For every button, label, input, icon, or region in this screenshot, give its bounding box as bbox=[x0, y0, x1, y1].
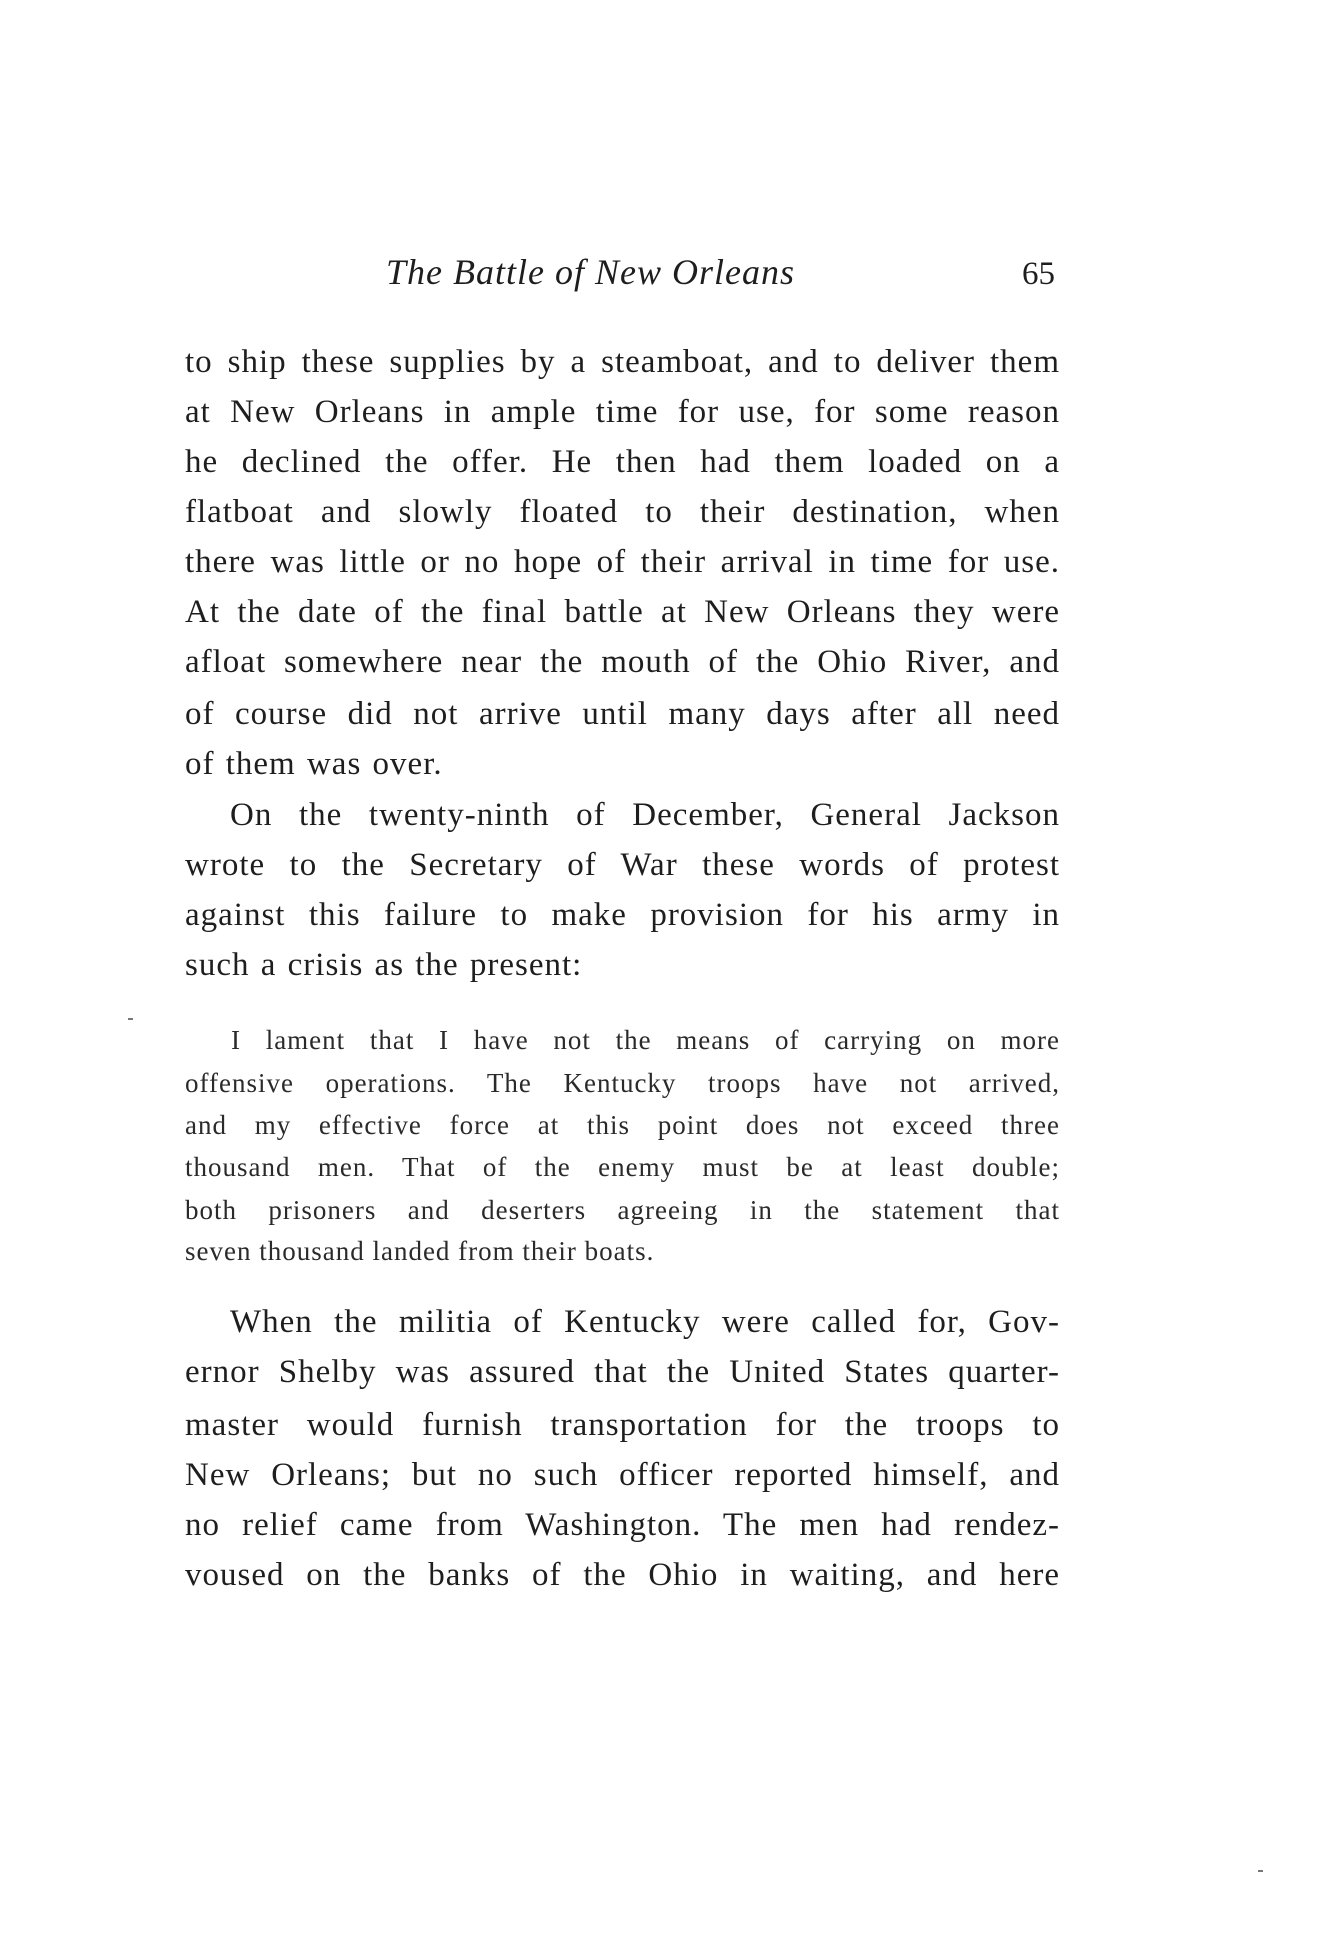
quote-line: I lament that I have not the means of carrying on more bbox=[231, 1025, 1060, 1055]
text-line: no relief came from Washington. The men had rendez- bbox=[185, 1507, 1060, 1543]
quote-line: and my effective force at this point does not exceed three bbox=[185, 1110, 1060, 1140]
page-number: 65 bbox=[1022, 256, 1055, 292]
text-line: ernor Shelby was assured that the United States quarter- bbox=[185, 1354, 1060, 1390]
quote-line: both prisoners and deserters agreeing in the statement that bbox=[185, 1195, 1060, 1225]
text-line: there was little or no hope of their arrival in time for use. bbox=[185, 544, 1060, 580]
scan-mark bbox=[1258, 1870, 1263, 1872]
text-line: such a crisis as the present: bbox=[185, 947, 583, 983]
text-line: to ship these supplies by a steamboat, and to deliver them bbox=[185, 344, 1060, 380]
text-line: he declined the offer. He then had them loaded on a bbox=[185, 444, 1060, 480]
text-line: afloat somewhere near the mouth of the Ohio River, and bbox=[185, 644, 1060, 680]
text-line: of them was over. bbox=[185, 746, 443, 782]
quote-line: thousand men. That of the enemy must be at least double; bbox=[185, 1152, 1060, 1182]
quote-line: offensive operations. The Kentucky troops have not arrived, bbox=[185, 1068, 1060, 1098]
running-title: The Battle of New Orleans bbox=[386, 252, 795, 292]
scan-mark bbox=[128, 1018, 133, 1020]
text-line: voused on the banks of the Ohio in waiting, and here bbox=[185, 1557, 1060, 1593]
text-line: flatboat and slowly floated to their destination, when bbox=[185, 494, 1060, 530]
text-line: When the militia of Kentucky were called for, Gov- bbox=[230, 1304, 1060, 1340]
text-line: On the twenty-ninth of December, General Jackson bbox=[230, 797, 1060, 833]
text-line: at New Orleans in ample time for use, for some reason bbox=[185, 394, 1060, 430]
text-line: wrote to the Secretary of War these words of protest bbox=[185, 847, 1060, 883]
text-line: master would furnish transportation for the troops to bbox=[185, 1407, 1060, 1443]
text-line: against this failure to make provision for his army in bbox=[185, 897, 1060, 933]
quote-line: seven thousand landed from their boats. bbox=[185, 1236, 655, 1266]
text-line: New Orleans; but no such officer reported himself, and bbox=[185, 1457, 1060, 1493]
text-line: At the date of the final battle at New Orleans they were bbox=[185, 594, 1060, 630]
text-line: of course did not arrive until many days after all need bbox=[185, 696, 1060, 732]
